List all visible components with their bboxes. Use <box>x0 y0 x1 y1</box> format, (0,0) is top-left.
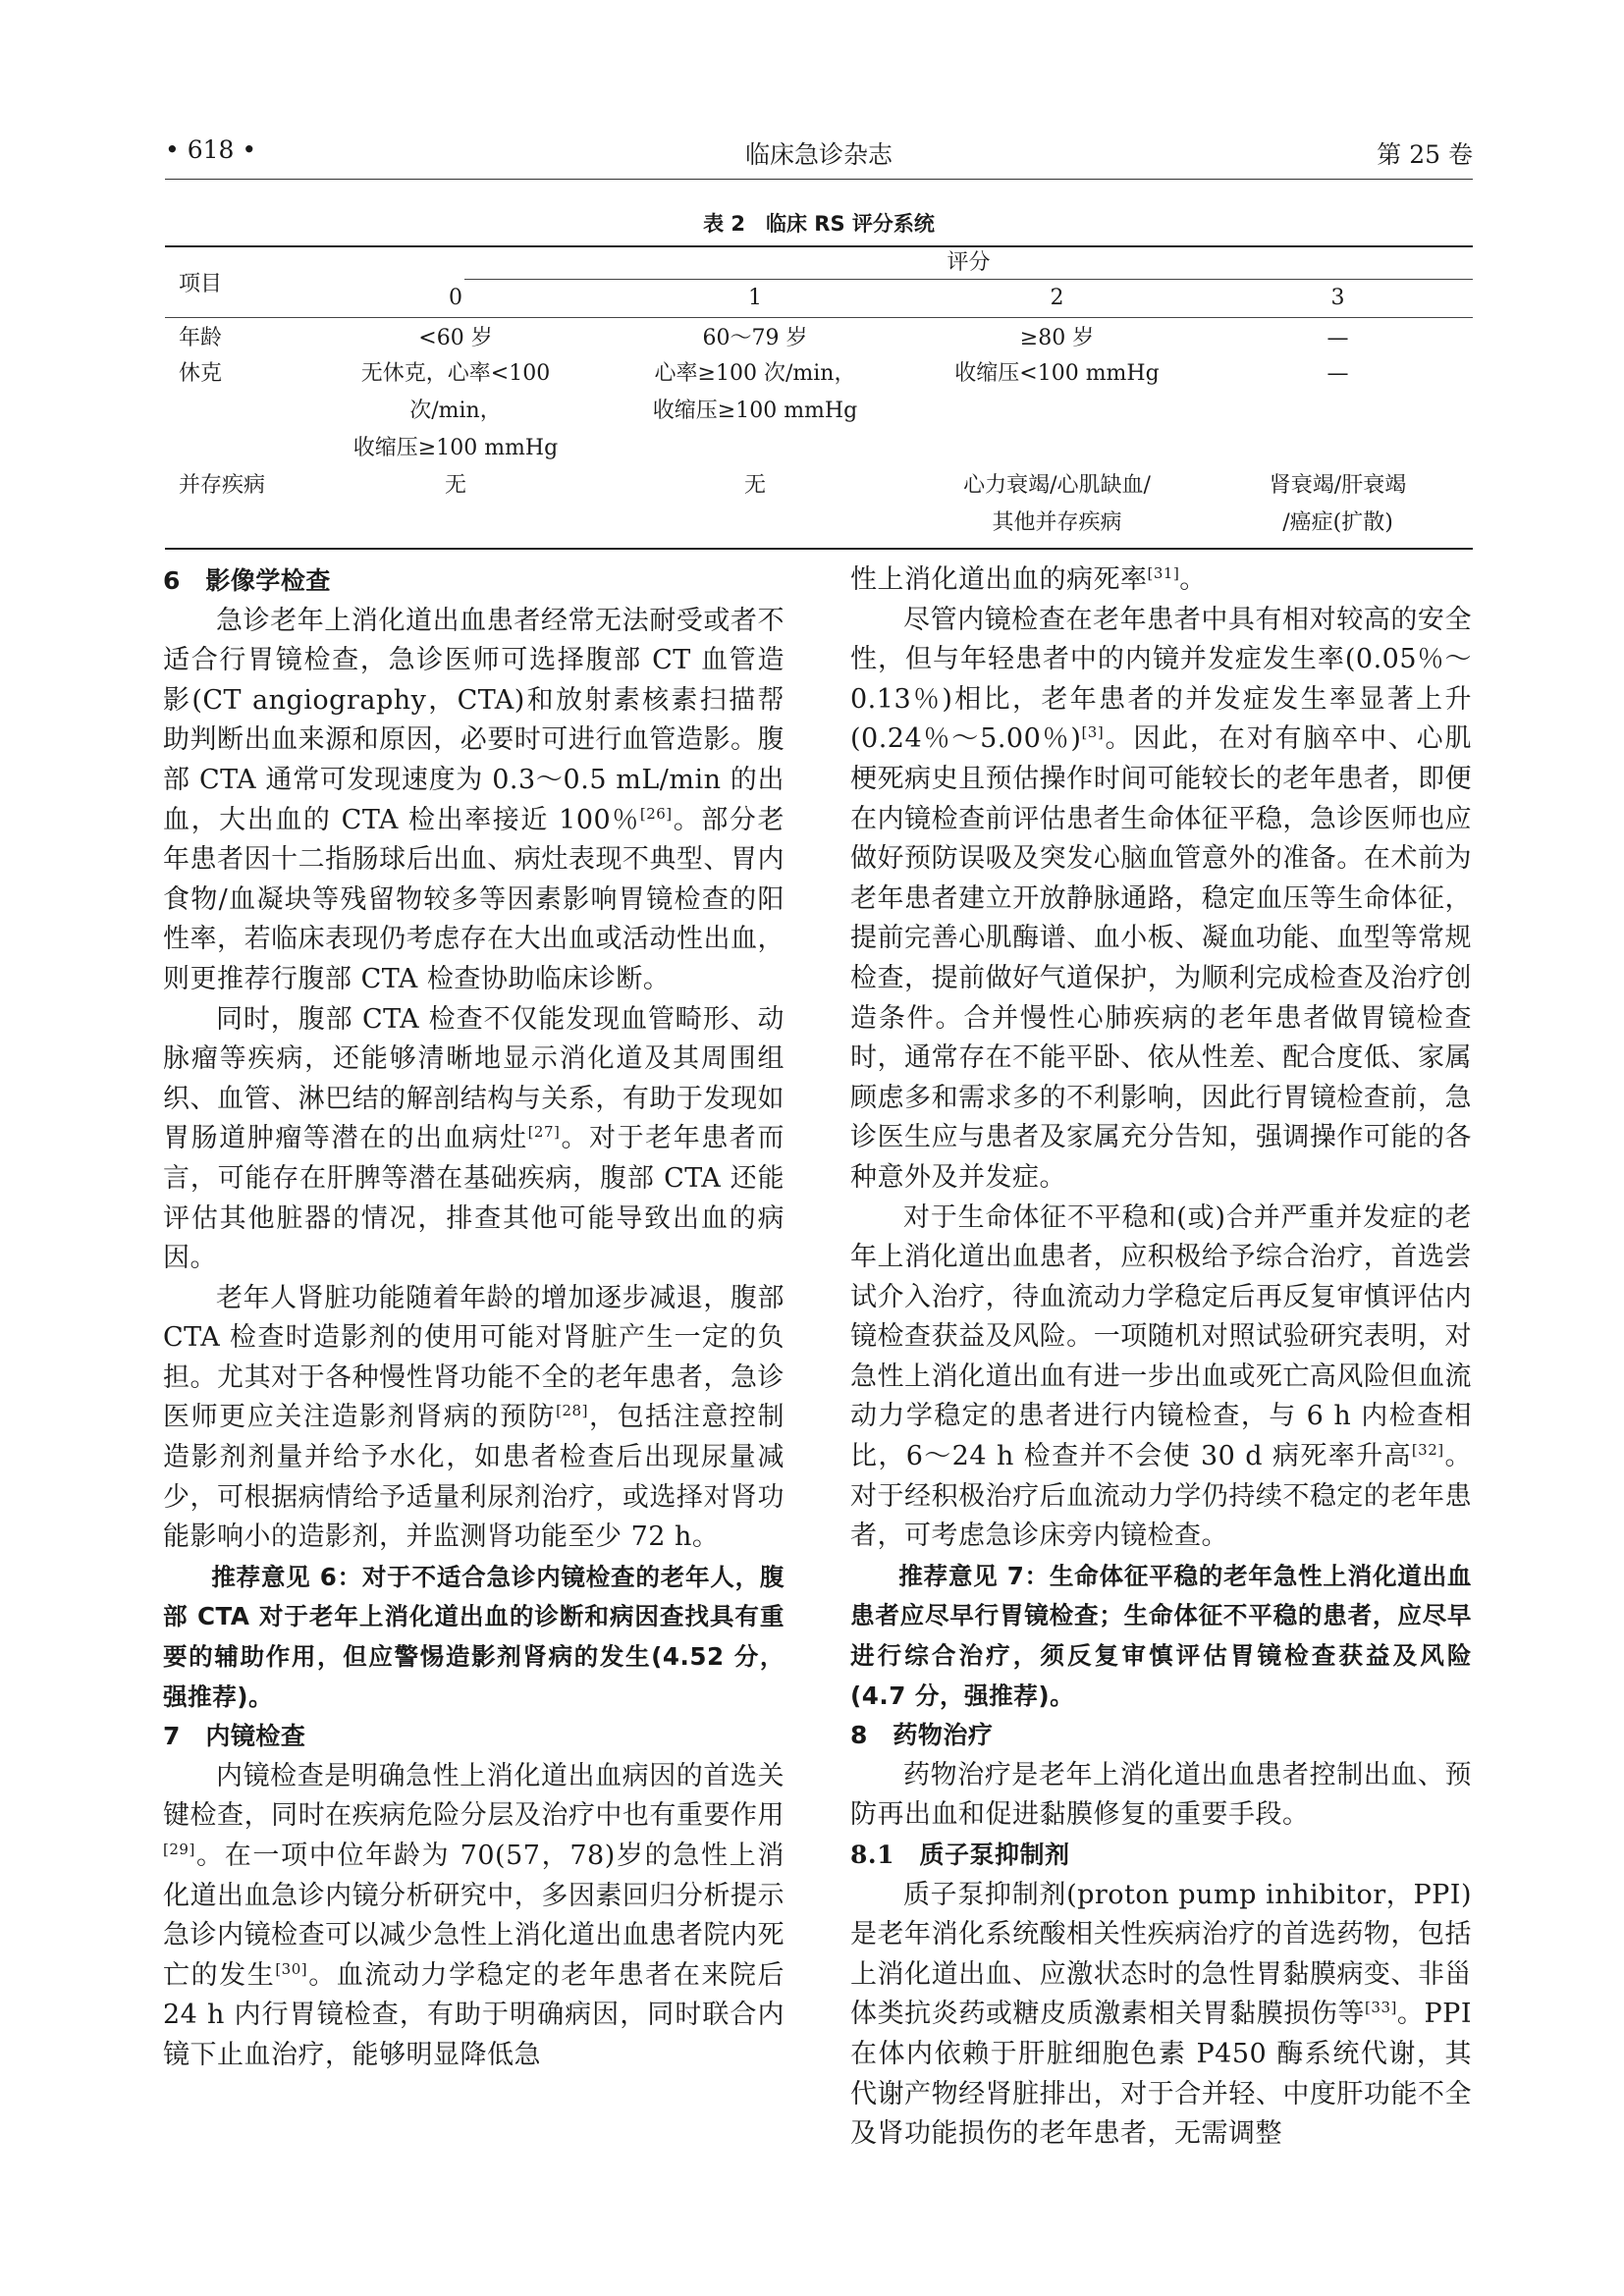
right-column <box>850 561 1472 2155</box>
section-heading-7: 7 内镜检查 <box>163 1722 306 1751</box>
citation: [33] <box>1365 1999 1397 2017</box>
row-label-comorbidity: 并存疾病 <box>165 467 312 549</box>
paragraph: 同时，腹部 CTA 检查不仅能发现血管畸形、动脉瘤等疾病，还能够清晰地显示消化道及其周围组织、血管、淋巴结的解剖结构与关系，有助于发现如胃肠道肿瘤等潜在的出血病灶[27]。对于老年患者而言，可能存在肝脾等潜在基础疾病，腹部 CTA 还能评估其他脏器的情况，排查其他可能导致出血的病因。 <box>163 1003 785 1274</box>
table-cell: <60 岁 <box>418 325 493 350</box>
citation: [27] <box>527 1123 561 1142</box>
subsection-heading-8-1: 8.1 质子泵抑制剂 <box>850 1841 1070 1869</box>
recommendation-6: 推荐意见 6：对于不适合急诊内镜检查的老年人，腹部 CTA 对于老年上消化道出血的诊断和病因查找具有重要的辅助作用，但应警惕造影剂肾病的发生(4.52 分，强推荐)。 <box>163 1562 785 1711</box>
paragraph: 药物治疗是老年上消化道出血患者控制出血、预防再出血和促进黏膜修复的重要手段。 <box>850 1759 1472 1831</box>
citation: [26] <box>639 804 673 823</box>
table-caption: 表 2 临床 RS 评分系统 <box>703 212 935 236</box>
row-label-shock: 休克 <box>179 360 223 386</box>
table-cell: — <box>1326 325 1349 350</box>
table-row-comorbidity <box>165 467 1473 549</box>
citation: [3] <box>1081 723 1105 742</box>
table-header-item: 项目 <box>165 246 312 317</box>
citation: [31] <box>1147 564 1180 582</box>
paragraph: 老年人肾脏功能随着年龄的增加逐步减退，腹部 CTA 检查时造影剂的使用可能对肾脏产生一定的负担。尤其对于各种慢性肾功能不全的老年患者，急诊医师更应关注造影剂肾病的预防[28]，包括注意控制造影剂剂量并给予水化，如患者检查后出现尿量减少，可根据病情给予适量利尿剂治疗，或选择对肾功能影响小的造影剂，并监测肾功能至少 72 h。 <box>163 1282 785 1553</box>
table-cell: 收缩压<100 mmHg <box>954 360 1160 386</box>
citation: [30] <box>275 1959 308 1978</box>
page-number: • 618 • <box>165 135 257 164</box>
table-row-shock <box>165 355 1473 467</box>
paragraph: 内镜检查是明确急性上消化道出血病因的首选关键检查，同时在疾病危险分层及治疗中也有重要作用[29]。在一项中位年龄为 70(57，78)岁的急性上消化道出血急诊内镜分析研究中，多因素回归分析提示急诊内镜检查可以减少急性上消化道出血患者院内死亡的发生[30]。血流动力学稳定的老年患者在来院后 24 h 内行胃镜检查，有助于明确病因，同时联合内镜下止血治疗，能够明显降低急 <box>163 1760 785 2070</box>
paragraph: 对于生命体征不平稳和(或)合并严重并发症的老年上消化道出血患者，应积极给予综合治疗，首选尝试介入治疗，待血流动力学稳定后再反复审慎评估内镜检查获益及风险。一项随机对照试验研究表明，对急性上消化道出血有进一步出血或死亡高风险但血流动力学稳定的患者进行内镜检查，与 6 h 内检查相比，6～24 h 检查并不会使 30 d 病死率升高[32]。对于经积极治疗后血流动力学仍持续不稳定的老年患者，可考虑急诊床旁内镜检查。 <box>850 1201 1472 1552</box>
citation: [28] <box>556 1402 588 1420</box>
table-cell: 心力衰竭/心肌缺血/ 其他并存疾病 <box>911 467 1203 549</box>
paragraph: 急诊老年上消化道出血患者经常无法耐受或者不适合行胃镜检查，急诊医师可选择腹部 CT 血管造影(CT angiography，CTA)和放射素核素扫描帮助判断出血来源和原因，必要时可进行血管造影。腹部 CTA 通常可发现速度为 0.3～0.5 mL/min 的出血，大出血的 CTA 检出率接近 100％[26]。部分老年患者因十二指肠球后出血、病灶表现不典型、胃内食物/血凝块等残留物较多等因素影响胃镜检查的阳性率，若临床表现仍考虑存在大出血或活动性出血，则更推荐行腹部 CTA 检查协助临床诊断。 <box>163 605 785 994</box>
rs-score-table <box>165 245 1473 550</box>
table-cell: 心率≥100 次/min， 收缩压≥100 mmHg <box>652 360 858 423</box>
score-level-0: 0 <box>312 284 599 317</box>
table-row-age <box>165 317 1473 355</box>
score-level-2: 2 <box>911 284 1203 317</box>
table-cell: — <box>1326 360 1349 386</box>
paragraph: 尽管内镜检查在老年患者中具有相对较高的安全性，但与年轻患者中的内镜并发症发生率(0.05％～0.13％)相比，老年患者的并发症发生率显著上升(0.24％～5.00％)[3]。因此，在对有脑卒中、心肌梗死病史且预估操作时间可能较长的老年患者，即便在内镜检查前评估患者生命体征平稳，急诊医师也应做好预防误吸及突发心脑血管意外的准备。在术前为老年患者建立开放静脉通路，稳定血压等生命体征，提前完善心肌酶谱、血小板、凝血功能、血型等常规检查，提前做好气道保护，为顺利完成检查及治疗创造条件。合并慢性心肺疾病的老年患者做胃镜检查时，通常存在不能平卧、依从性差、配合度低、家属顾虑多和需求多的不利影响，因此行胃镜检查前，急诊医生应与患者及家属充分告知，强调操作可能的各种意外及并发症。 <box>850 604 1472 1193</box>
table-cell: 无 <box>312 467 599 549</box>
table-cell: 无 <box>599 467 911 549</box>
running-header <box>165 135 1473 175</box>
table-cell: 无休克，心率<100 次/min， 收缩压≥100 mmHg <box>352 360 559 460</box>
left-column <box>163 561 785 2076</box>
journal-title: 临床急诊杂志 <box>744 140 893 169</box>
section-heading-8: 8 药物治疗 <box>850 1721 994 1750</box>
table-cell: 60～79 岁 <box>702 325 808 350</box>
table-header-score: 评分 <box>464 247 1473 280</box>
paragraph: 质子泵抑制剂(proton pump inhibitor，PPI)是老年消化系统酸相关性疾病治疗的首选药物，包括上消化道出血、应激状态时的急性胃黏膜病变、非甾体类抗炎药或糖皮质激素相关胃黏膜损伤等[33]。PPI 在体内依赖于肝脏细胞色素 P450 酶系统代谢，其代谢产物经肾脏排出，对于合并轻、中度肝功能不全及肾功能损伤的老年患者，无需调整 <box>850 1879 1473 2150</box>
citation: [32] <box>1411 1441 1444 1460</box>
table-cell: 肾衰竭/肝衰竭 /癌症(扩散) <box>1203 467 1473 549</box>
score-level-3: 3 <box>1203 284 1473 317</box>
header-rule <box>165 179 1473 180</box>
section-heading-6: 6 影像学检查 <box>163 566 331 595</box>
citation: [29] <box>163 1841 195 1858</box>
volume-label: 第 25 卷 <box>1377 140 1473 169</box>
score-level-1: 1 <box>599 284 911 317</box>
recommendation-7: 推荐意见 7：生命体征平稳的老年急性上消化道出血患者应尽早行胃镜检查；生命体征不平稳的患者，应尽早进行综合治疗，须反复审慎评估胃镜检查获益及风险(4.7 分，强推荐)。 <box>850 1561 1472 1710</box>
paragraph-continued: 性上消化道出血的病死率[31]。 <box>850 564 1207 595</box>
row-label-age: 年龄 <box>179 325 223 350</box>
table-cell: ≥80 岁 <box>1019 325 1095 350</box>
